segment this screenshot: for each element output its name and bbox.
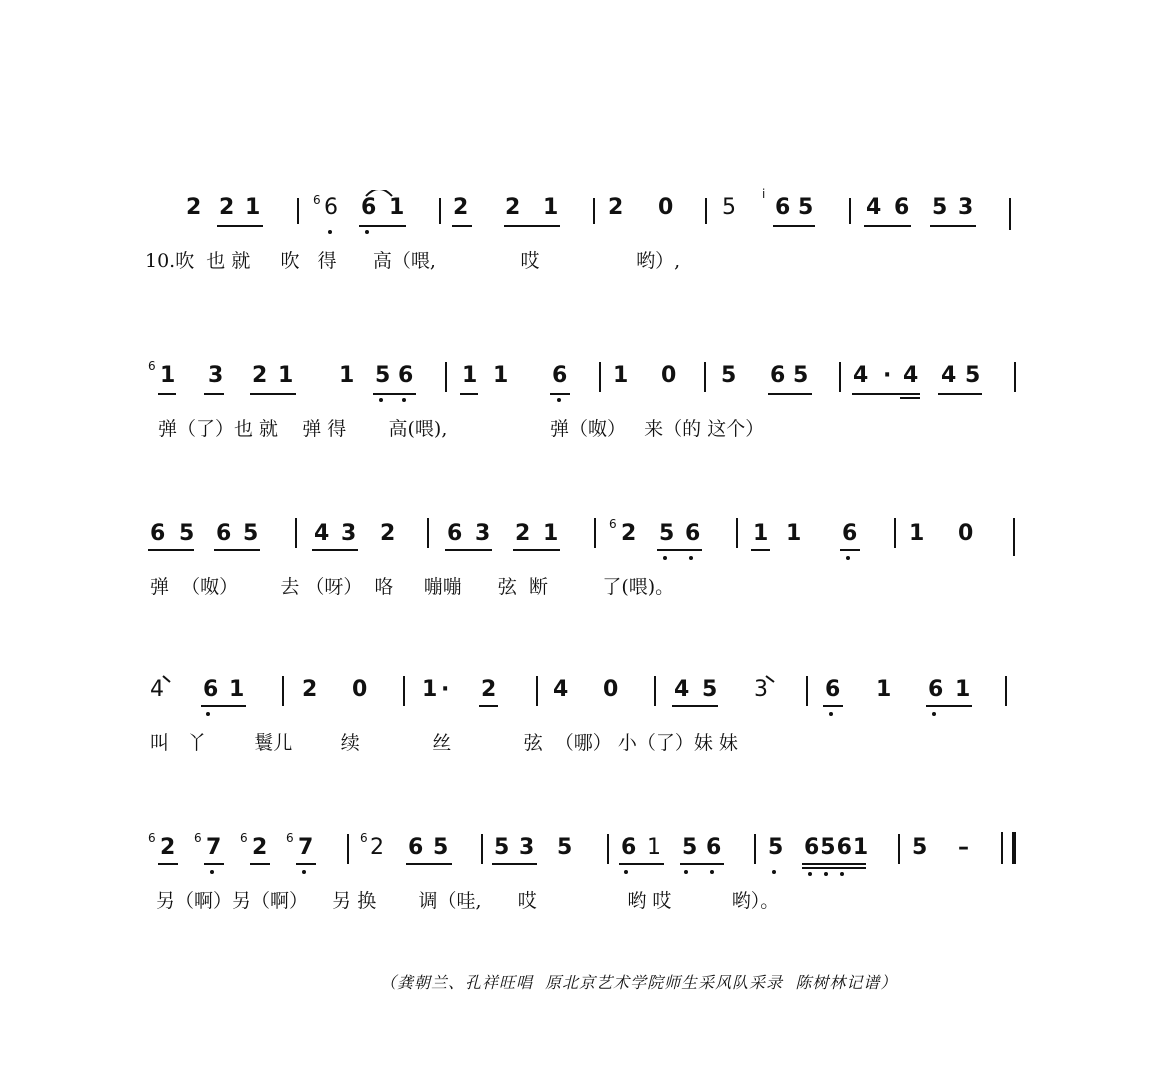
- note: 6: [894, 195, 910, 220]
- note: 6: [203, 677, 219, 702]
- note: 5: [659, 521, 675, 546]
- note: 3: [208, 363, 224, 388]
- note: 5: [702, 677, 718, 702]
- lyric-line: 叫 丫 鬟儿 续 丝 弦 （哪） 小（了）妹 妹: [150, 732, 738, 754]
- note: 1: [786, 521, 802, 546]
- grace-note: 6: [609, 517, 617, 531]
- note: 4: [553, 677, 569, 702]
- note: 5: [682, 835, 698, 860]
- note: 3: [754, 677, 768, 702]
- note: ·: [441, 677, 450, 702]
- note: 2: [252, 363, 268, 388]
- note: 6: [216, 521, 232, 546]
- source-credit: （龚朝兰、孔祥旺唱 原北京艺术学院师生采风队采录 陈树林记谱）: [380, 973, 898, 992]
- note: 5: [375, 363, 391, 388]
- note: 6: [775, 195, 791, 220]
- note: 5: [768, 835, 784, 860]
- lyric-line: 弹 （呶） 去 （呀） 咯 嘣嘣 弦 断 了(喂)。: [150, 576, 675, 598]
- grace-note: 6: [240, 831, 248, 845]
- lyrics-row: [0, 572, 1157, 612]
- note: 1: [493, 363, 509, 388]
- note: 1: [955, 677, 971, 702]
- note: 4: [866, 195, 882, 220]
- note: 6: [825, 677, 841, 702]
- note: 2: [219, 195, 235, 220]
- lyrics-row: [0, 246, 1157, 286]
- note: 0: [658, 195, 674, 220]
- note: 6: [150, 521, 166, 546]
- note: 1: [613, 363, 629, 388]
- grace-note: 6: [194, 831, 202, 845]
- note: 5: [243, 521, 259, 546]
- note: 4: [903, 363, 919, 388]
- note: 4: [853, 363, 869, 388]
- note: 0: [603, 677, 619, 702]
- note: 6: [706, 835, 722, 860]
- note: 3: [341, 521, 357, 546]
- note: 2: [481, 677, 497, 702]
- note: 6: [398, 363, 414, 388]
- note: 2: [515, 521, 531, 546]
- note: 1: [422, 677, 438, 702]
- note: 6: [408, 835, 424, 860]
- lyrics-row: [0, 414, 1157, 454]
- note: 7: [206, 835, 222, 860]
- note: 5: [965, 363, 981, 388]
- note: 5: [722, 195, 736, 220]
- note: 3: [958, 195, 974, 220]
- notation-marks: [0, 830, 1157, 890]
- note: 0: [661, 363, 677, 388]
- note: 4: [674, 677, 690, 702]
- notation-marks: [0, 672, 1157, 732]
- note: 1: [229, 677, 245, 702]
- note: 5: [793, 363, 809, 388]
- note: 6: [842, 521, 858, 546]
- note: 6: [324, 195, 338, 220]
- note: 3: [519, 835, 535, 860]
- note: 1: [647, 835, 661, 860]
- staff-system-3: [0, 516, 1157, 646]
- staff-system-5: [0, 830, 1157, 960]
- note: 6: [685, 521, 701, 546]
- note: 6: [552, 363, 568, 388]
- note: 2: [380, 521, 396, 546]
- note: 1: [462, 363, 478, 388]
- note: 3: [475, 521, 491, 546]
- note: 1: [339, 363, 355, 388]
- note: 1: [160, 363, 176, 388]
- note: 0: [352, 677, 368, 702]
- note: 1: [909, 521, 925, 546]
- note: ·: [883, 363, 892, 388]
- staff-system-2: [0, 358, 1157, 488]
- note: 1: [278, 363, 294, 388]
- grace-note: 6: [148, 359, 156, 373]
- staff-system-4: [0, 672, 1157, 802]
- note: 2: [370, 835, 384, 860]
- note: 2: [453, 195, 469, 220]
- grace-note: 6: [286, 831, 294, 845]
- lyric-line: 另（啊）另（啊） 另 换 调（哇, 哎 哟 哎 哟）。: [156, 890, 780, 912]
- note: 4: [314, 521, 330, 546]
- note: 7: [298, 835, 314, 860]
- staff-system-1: [0, 187, 1157, 320]
- note: 1: [876, 677, 892, 702]
- grace-note: 6: [360, 831, 368, 845]
- notation-marks: [0, 190, 1157, 250]
- note: 1: [543, 521, 559, 546]
- grace-note: 6: [148, 831, 156, 845]
- note: 2: [186, 195, 202, 220]
- note: 5: [557, 835, 573, 860]
- note: 1: [245, 195, 261, 220]
- note: 2: [252, 835, 268, 860]
- note: 2: [160, 835, 176, 860]
- note: 2: [608, 195, 624, 220]
- note: 1: [389, 195, 405, 220]
- note: 1: [753, 521, 769, 546]
- note: 5: [494, 835, 510, 860]
- note: 4: [150, 677, 164, 702]
- lyric-line: 10.吹 也 就 吹 得 高（喂, 哎 哟）,: [145, 250, 681, 272]
- note: –: [958, 835, 969, 860]
- note: 6: [621, 835, 637, 860]
- note: 6: [361, 195, 377, 220]
- note: 5: [433, 835, 449, 860]
- note: 2: [302, 677, 318, 702]
- lyric-line: 弹（了）也 就 弹 得 高(喂), 弹（呶） 来（的 这个）: [158, 418, 765, 440]
- note: 5: [179, 521, 195, 546]
- grace-note: 6: [313, 193, 321, 207]
- note: 5: [932, 195, 948, 220]
- grace-note: i: [762, 187, 766, 201]
- notation-marks: [0, 516, 1157, 576]
- note: 5: [798, 195, 814, 220]
- note: 6: [770, 363, 786, 388]
- notation-marks: [0, 358, 1157, 418]
- note: 6: [447, 521, 463, 546]
- note: 6: [928, 677, 944, 702]
- note: 2: [621, 521, 637, 546]
- note: 0: [958, 521, 974, 546]
- note: 6561: [804, 835, 870, 860]
- note: 1: [543, 195, 559, 220]
- note: 4: [941, 363, 957, 388]
- lyrics-row: [0, 886, 1157, 926]
- note: 5: [721, 363, 737, 388]
- note: 2: [505, 195, 521, 220]
- note: 5: [912, 835, 928, 860]
- lyrics-row: [0, 728, 1157, 768]
